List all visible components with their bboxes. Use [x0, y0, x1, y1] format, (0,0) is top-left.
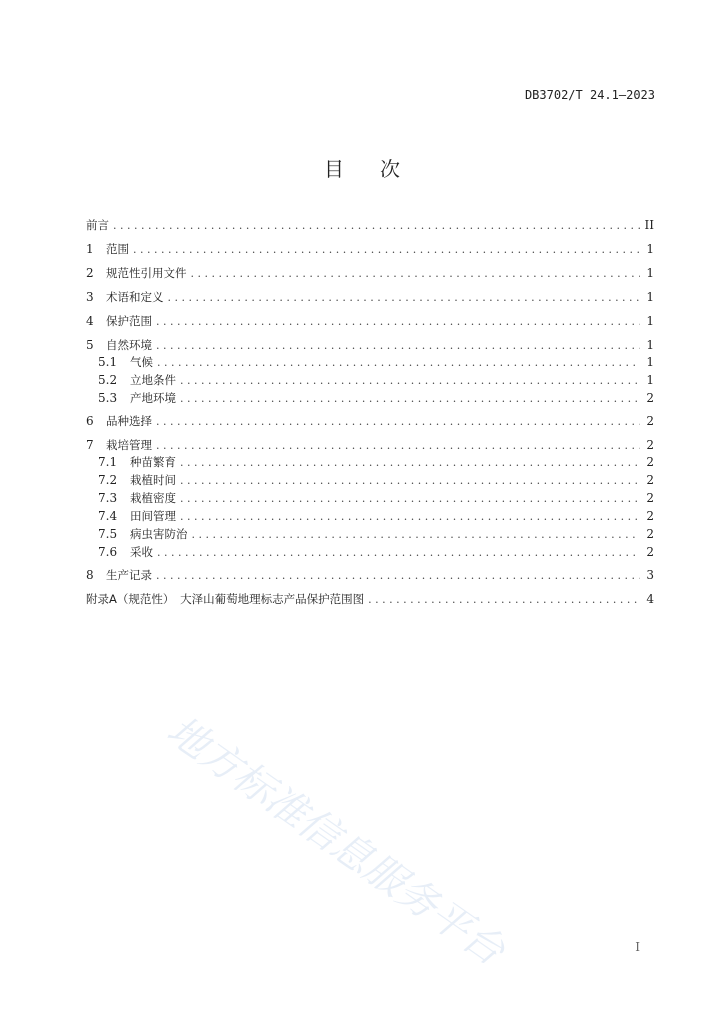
toc-entry-label: 病虫害防治	[130, 527, 188, 541]
toc-dot-leader	[157, 545, 640, 561]
toc-dot-leader	[180, 491, 640, 507]
toc-entry-label: 栽植时间	[130, 473, 176, 487]
toc-entry-label: 术语和定义	[106, 290, 164, 304]
toc-entry-page: 1	[646, 373, 654, 387]
toc-entry-label: 栽植密度	[130, 491, 176, 505]
toc-dot-leader	[180, 455, 640, 471]
toc-entry-page: 4	[646, 592, 654, 606]
toc-entry-label: 气候	[130, 355, 153, 369]
toc-entry[interactable]	[86, 591, 654, 607]
toc-entry-label: 种苗繁育	[130, 455, 176, 469]
toc-entry-label: 附录A（规范性） 大泽山葡萄地理标志产品保护范围图	[86, 592, 365, 606]
toc-entry-number: 2	[86, 266, 94, 280]
toc-entry-number: 1	[86, 242, 94, 256]
toc-entry[interactable]	[86, 265, 654, 281]
toc-entry-number: 8	[86, 568, 94, 582]
toc-dot-leader	[156, 338, 640, 354]
toc-dot-leader	[156, 438, 640, 454]
toc-entry[interactable]	[86, 354, 654, 370]
title-char-2: 次	[380, 157, 400, 181]
toc-entry-number: 6	[86, 414, 94, 428]
page-number: I	[635, 940, 640, 954]
title-char-1: 目	[324, 157, 344, 181]
toc-entry[interactable]	[86, 472, 654, 488]
toc-entry-label: 规范性引用文件	[106, 266, 187, 280]
toc-entry[interactable]	[86, 490, 654, 506]
toc-entry[interactable]	[86, 217, 654, 233]
toc-entry-page: 1	[646, 314, 654, 328]
toc-entry-number: 7	[86, 438, 94, 452]
toc-entry[interactable]	[86, 437, 654, 453]
toc-dot-leader	[180, 391, 640, 407]
toc-entry-label: 栽培管理	[106, 438, 152, 452]
toc-entry-label: 田间管理	[130, 509, 176, 523]
toc-entry-page: 2	[646, 414, 654, 428]
toc-entry-label: 自然环境	[106, 338, 152, 352]
toc-dot-leader	[191, 266, 641, 282]
toc-entry-page: 2	[646, 509, 654, 523]
toc-entry[interactable]	[86, 337, 654, 353]
toc-entry-page: 2	[646, 491, 654, 505]
toc-entry-number: 7.1	[98, 455, 118, 469]
toc-entry-number: 4	[86, 314, 94, 328]
toc-entry-page: 2	[646, 391, 654, 405]
toc-entry-number: 5.2	[98, 373, 118, 387]
toc-entry-label: 前言	[86, 218, 109, 232]
toc-entry-number: 5.3	[98, 391, 118, 405]
toc-dot-leader	[368, 592, 640, 608]
toc-entry[interactable]	[86, 241, 654, 257]
toc-entry-number: 7.4	[98, 509, 118, 523]
toc-entry-page: 2	[646, 527, 654, 541]
toc-entry[interactable]	[86, 567, 654, 583]
toc-entry-page: 1	[646, 355, 654, 369]
toc-entry-label: 立地条件	[130, 373, 176, 387]
toc-entry-page: II	[644, 218, 654, 232]
toc-entry[interactable]	[86, 544, 654, 560]
toc-entry[interactable]	[86, 289, 654, 305]
toc-dot-leader	[156, 414, 640, 430]
toc-entry-label: 范围	[106, 242, 129, 256]
toc-entry-page: 3	[646, 568, 654, 582]
toc-entry[interactable]	[86, 372, 654, 388]
toc-dot-leader	[180, 473, 640, 489]
toc-entry-page: 2	[646, 438, 654, 452]
toc-entry-label: 采收	[130, 545, 153, 559]
standard-code: DB3702/T 24.1—2023	[524, 88, 655, 102]
page-title	[0, 153, 724, 182]
toc-entry-page: 1	[646, 266, 654, 280]
toc-entry[interactable]	[86, 508, 654, 524]
toc-entry[interactable]	[86, 390, 654, 406]
toc-entry-number: 5.1	[98, 355, 118, 369]
toc-dot-leader	[168, 290, 641, 306]
toc-entry-number: 7.3	[98, 491, 118, 505]
toc-entry-page: 1	[646, 338, 654, 352]
toc-entry-page: 2	[646, 473, 654, 487]
toc-entry-label: 生产记录	[106, 568, 152, 582]
toc-entry-page: 1	[646, 242, 654, 256]
toc-entry-page: 1	[646, 290, 654, 304]
toc-dot-leader	[180, 373, 640, 389]
toc-entry-number: 3	[86, 290, 94, 304]
toc-entry-number: 5	[86, 338, 94, 352]
toc-entry-label: 品种选择	[106, 414, 152, 428]
toc-entry[interactable]	[86, 313, 654, 329]
toc-dot-leader	[113, 218, 640, 234]
toc-entry-number: 7.2	[98, 473, 118, 487]
toc-dot-leader	[192, 527, 641, 543]
toc-dot-leader	[156, 314, 640, 330]
toc-entry[interactable]	[86, 526, 654, 542]
toc-dot-leader	[180, 509, 640, 525]
toc-entry-page: 2	[646, 455, 654, 469]
toc-entry-number: 7.5	[98, 527, 118, 541]
toc-dot-leader	[133, 242, 640, 258]
toc-dot-leader	[157, 355, 640, 371]
toc-entry-page: 2	[646, 545, 654, 559]
toc-entry-label: 产地环境	[130, 391, 176, 405]
toc-entry[interactable]	[86, 413, 654, 429]
watermark: 地方标准信息服务平台	[158, 707, 513, 975]
toc-dot-leader	[156, 568, 640, 584]
toc-entry-number: 7.6	[98, 545, 118, 559]
toc-entry[interactable]	[86, 454, 654, 470]
toc-entry-label: 保护范围	[106, 314, 152, 328]
